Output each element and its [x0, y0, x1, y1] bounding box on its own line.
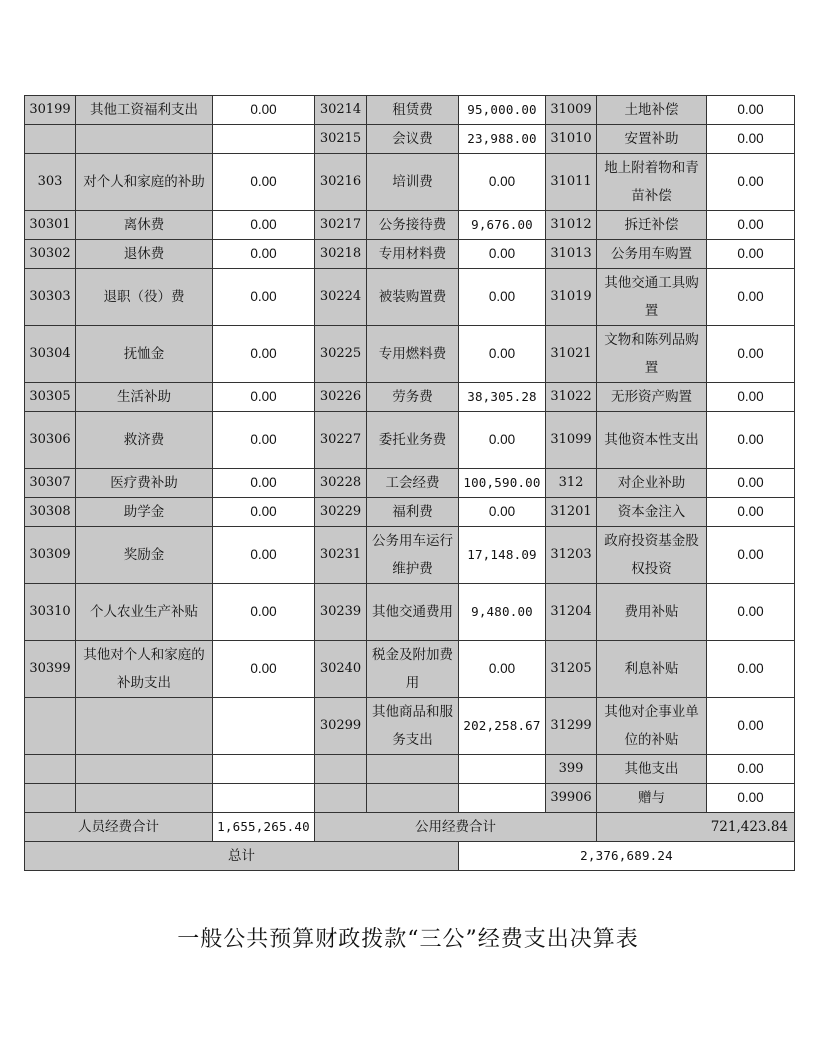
- public-total-value: 721,423.84: [597, 813, 795, 842]
- public-code-cell: 30218: [315, 240, 367, 269]
- public-amount-cell: 0.00: [459, 240, 546, 269]
- capital-item-cell: 其他交通工具购置: [597, 269, 707, 326]
- personnel-total-label: 人员经费合计: [25, 813, 213, 842]
- capital-item-cell: 资本金注入: [597, 498, 707, 527]
- public-amount-cell: 23,988.00: [459, 125, 546, 154]
- public-item-cell: 委托业务费: [367, 412, 459, 469]
- capital-item-cell: 拆迁补偿: [597, 211, 707, 240]
- capital-item-cell: 其他支出: [597, 755, 707, 784]
- public-amount-cell: 0.00: [459, 154, 546, 211]
- personnel-code-cell: 30199: [25, 96, 76, 125]
- public-amount-cell: 0.00: [459, 326, 546, 383]
- public-amount-cell: [459, 755, 546, 784]
- public-item-cell: 专用燃料费: [367, 326, 459, 383]
- personnel-item-cell: [76, 125, 213, 154]
- personnel-amount-cell: 0.00: [213, 96, 315, 125]
- capital-amount-cell: 0.00: [707, 326, 795, 383]
- public-code-cell: 30240: [315, 641, 367, 698]
- capital-item-cell: 其他对企事业单位的补贴: [597, 698, 707, 755]
- personnel-item-cell: 其他工资福利支出: [76, 96, 213, 125]
- table-row: [25, 326, 795, 383]
- table-row: [25, 125, 795, 154]
- personnel-item-cell: 救济费: [76, 412, 213, 469]
- public-code-cell: 30228: [315, 469, 367, 498]
- personnel-code-cell: 30310: [25, 584, 76, 641]
- table-row: [25, 584, 795, 641]
- personnel-code-cell: 30302: [25, 240, 76, 269]
- public-amount-cell: 0.00: [459, 412, 546, 469]
- capital-amount-cell: 0.00: [707, 269, 795, 326]
- public-amount-cell: 0.00: [459, 498, 546, 527]
- personnel-item-cell: [76, 784, 213, 813]
- personnel-amount-cell: 0.00: [213, 641, 315, 698]
- public-code-cell: 30214: [315, 96, 367, 125]
- capital-amount-cell: 0.00: [707, 154, 795, 211]
- public-item-cell: 公务接待费: [367, 211, 459, 240]
- capital-amount-cell: 0.00: [707, 211, 795, 240]
- capital-code-cell: 31205: [546, 641, 597, 698]
- public-item-cell: 培训费: [367, 154, 459, 211]
- public-item-cell: 其他交通费用: [367, 584, 459, 641]
- table-row: [25, 211, 795, 240]
- personnel-code-cell: [25, 755, 76, 784]
- capital-amount-cell: 0.00: [707, 469, 795, 498]
- capital-item-cell: 利息补贴: [597, 641, 707, 698]
- personnel-code-cell: 30304: [25, 326, 76, 383]
- capital-amount-cell: 0.00: [707, 584, 795, 641]
- capital-amount-cell: 0.00: [707, 641, 795, 698]
- public-amount-cell: 100,590.00: [459, 469, 546, 498]
- capital-amount-cell: 0.00: [707, 784, 795, 813]
- table-row: [25, 698, 795, 755]
- personnel-item-cell: 退职（役）费: [76, 269, 213, 326]
- capital-item-cell: 赠与: [597, 784, 707, 813]
- public-item-cell: 福利费: [367, 498, 459, 527]
- table-row: [25, 784, 795, 813]
- public-amount-cell: 202,258.67: [459, 698, 546, 755]
- capital-item-cell: 公务用车购置: [597, 240, 707, 269]
- personnel-amount-cell: [213, 125, 315, 154]
- table-row: [25, 412, 795, 469]
- personnel-amount-cell: 0.00: [213, 154, 315, 211]
- capital-code-cell: 39906: [546, 784, 597, 813]
- next-section-title: 一般公共预算财政拨款“三公”经费支出决算表: [177, 927, 639, 952]
- public-code-cell: 30231: [315, 527, 367, 584]
- personnel-item-cell: 抚恤金: [76, 326, 213, 383]
- personnel-amount-cell: [213, 784, 315, 813]
- subtotal-row: [25, 813, 795, 842]
- public-item-cell: 其他商品和服务支出: [367, 698, 459, 755]
- public-code-cell: 30215: [315, 125, 367, 154]
- personnel-amount-cell: 0.00: [213, 211, 315, 240]
- capital-amount-cell: 0.00: [707, 527, 795, 584]
- personnel-code-cell: 30308: [25, 498, 76, 527]
- public-code-cell: 30226: [315, 383, 367, 412]
- public-item-cell: 被装购置费: [367, 269, 459, 326]
- capital-amount-cell: 0.00: [707, 498, 795, 527]
- personnel-amount-cell: 0.00: [213, 527, 315, 584]
- public-amount-cell: 95,000.00: [459, 96, 546, 125]
- grand-total-label: 总计: [25, 842, 459, 871]
- table-row: [25, 469, 795, 498]
- capital-amount-cell: 0.00: [707, 240, 795, 269]
- personnel-amount-cell: 0.00: [213, 269, 315, 326]
- personnel-code-cell: 30306: [25, 412, 76, 469]
- personnel-code-cell: 30309: [25, 527, 76, 584]
- capital-code-cell: 31201: [546, 498, 597, 527]
- capital-code-cell: 31099: [546, 412, 597, 469]
- public-code-cell: 30217: [315, 211, 367, 240]
- public-item-cell: 劳务费: [367, 383, 459, 412]
- public-code-cell: 30227: [315, 412, 367, 469]
- capital-code-cell: 31009: [546, 96, 597, 125]
- personnel-code-cell: 303: [25, 154, 76, 211]
- public-code-cell: 30225: [315, 326, 367, 383]
- capital-code-cell: 31011: [546, 154, 597, 211]
- table-row: [25, 96, 795, 125]
- public-code-cell: 30229: [315, 498, 367, 527]
- personnel-item-cell: [76, 698, 213, 755]
- public-item-cell: 税金及附加费用: [367, 641, 459, 698]
- personnel-item-cell: [76, 755, 213, 784]
- personnel-item-cell: 奖励金: [76, 527, 213, 584]
- table-row: [25, 527, 795, 584]
- personnel-item-cell: 生活补助: [76, 383, 213, 412]
- capital-code-cell: 399: [546, 755, 597, 784]
- public-item-cell: 公务用车运行维护费: [367, 527, 459, 584]
- personnel-amount-cell: [213, 755, 315, 784]
- personnel-amount-cell: 0.00: [213, 584, 315, 641]
- public-item-cell: [367, 784, 459, 813]
- personnel-total-value: 1,655,265.40: [213, 813, 315, 842]
- personnel-code-cell: [25, 125, 76, 154]
- public-amount-cell: 0.00: [459, 269, 546, 326]
- capital-item-cell: 安置补助: [597, 125, 707, 154]
- public-amount-cell: 9,676.00: [459, 211, 546, 240]
- table-row: [25, 383, 795, 412]
- personnel-item-cell: 离休费: [76, 211, 213, 240]
- public-amount-cell: [459, 784, 546, 813]
- public-amount-cell: 38,305.28: [459, 383, 546, 412]
- personnel-code-cell: 30305: [25, 383, 76, 412]
- personnel-code-cell: [25, 698, 76, 755]
- public-code-cell: 30239: [315, 584, 367, 641]
- capital-code-cell: 31203: [546, 527, 597, 584]
- public-amount-cell: 0.00: [459, 641, 546, 698]
- personnel-code-cell: 30399: [25, 641, 76, 698]
- capital-item-cell: 地上附着物和青苗补偿: [597, 154, 707, 211]
- personnel-amount-cell: 0.00: [213, 383, 315, 412]
- public-amount-cell: 17,148.09: [459, 527, 546, 584]
- personnel-code-cell: [25, 784, 76, 813]
- capital-code-cell: 31204: [546, 584, 597, 641]
- personnel-code-cell: 30303: [25, 269, 76, 326]
- public-item-cell: 工会经费: [367, 469, 459, 498]
- capital-amount-cell: 0.00: [707, 755, 795, 784]
- public-code-cell: 30299: [315, 698, 367, 755]
- personnel-amount-cell: 0.00: [213, 326, 315, 383]
- capital-amount-cell: 0.00: [707, 698, 795, 755]
- personnel-amount-cell: [213, 698, 315, 755]
- capital-code-cell: 31013: [546, 240, 597, 269]
- personnel-code-cell: 30301: [25, 211, 76, 240]
- public-item-cell: 租赁费: [367, 96, 459, 125]
- capital-item-cell: 政府投资基金股权投资: [597, 527, 707, 584]
- table-row: [25, 498, 795, 527]
- public-item-cell: 专用材料费: [367, 240, 459, 269]
- personnel-amount-cell: 0.00: [213, 412, 315, 469]
- capital-code-cell: 31019: [546, 269, 597, 326]
- table-row: [25, 240, 795, 269]
- capital-amount-cell: 0.00: [707, 96, 795, 125]
- capital-code-cell: 312: [546, 469, 597, 498]
- capital-code-cell: 31021: [546, 326, 597, 383]
- public-amount-cell: 9,480.00: [459, 584, 546, 641]
- capital-item-cell: 土地补偿: [597, 96, 707, 125]
- capital-item-cell: 无形资产购置: [597, 383, 707, 412]
- public-total-label: 公用经费合计: [315, 813, 597, 842]
- personnel-item-cell: 个人农业生产补贴: [76, 584, 213, 641]
- capital-item-cell: 对企业补助: [597, 469, 707, 498]
- capital-item-cell: 其他资本性支出: [597, 412, 707, 469]
- capital-code-cell: 31299: [546, 698, 597, 755]
- capital-code-cell: 31010: [546, 125, 597, 154]
- capital-item-cell: 文物和陈列品购置: [597, 326, 707, 383]
- personnel-item-cell: 对个人和家庭的补助: [76, 154, 213, 211]
- public-code-cell: [315, 784, 367, 813]
- personnel-item-cell: 退休费: [76, 240, 213, 269]
- personnel-item-cell: 助学金: [76, 498, 213, 527]
- public-item-cell: 会议费: [367, 125, 459, 154]
- personnel-amount-cell: 0.00: [213, 498, 315, 527]
- capital-item-cell: 费用补贴: [597, 584, 707, 641]
- public-code-cell: [315, 755, 367, 784]
- capital-amount-cell: 0.00: [707, 383, 795, 412]
- personnel-code-cell: 30307: [25, 469, 76, 498]
- personnel-amount-cell: 0.00: [213, 240, 315, 269]
- grand-total-row: [25, 842, 795, 871]
- capital-amount-cell: 0.00: [707, 412, 795, 469]
- table-row: [25, 154, 795, 211]
- expenditure-table: [24, 95, 795, 871]
- public-item-cell: [367, 755, 459, 784]
- public-code-cell: 30216: [315, 154, 367, 211]
- table-row: [25, 755, 795, 784]
- public-code-cell: 30224: [315, 269, 367, 326]
- personnel-item-cell: 其他对个人和家庭的补助支出: [76, 641, 213, 698]
- capital-code-cell: 31012: [546, 211, 597, 240]
- personnel-amount-cell: 0.00: [213, 469, 315, 498]
- personnel-item-cell: 医疗费补助: [76, 469, 213, 498]
- grand-total-value: 2,376,689.24: [459, 842, 795, 871]
- table-row: [25, 269, 795, 326]
- capital-amount-cell: 0.00: [707, 125, 795, 154]
- table-row: [25, 641, 795, 698]
- capital-code-cell: 31022: [546, 383, 597, 412]
